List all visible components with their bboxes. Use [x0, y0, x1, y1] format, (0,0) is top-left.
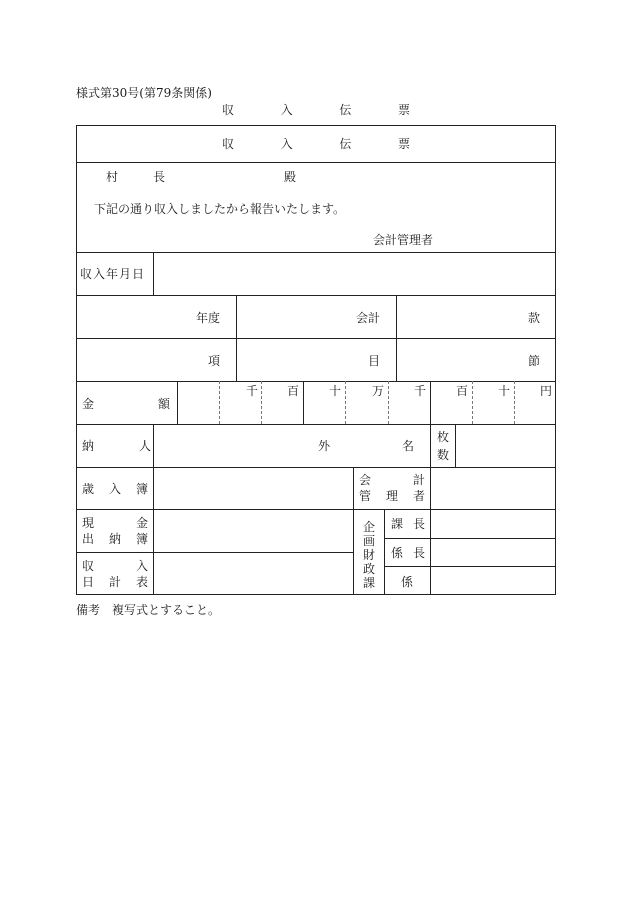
date-label: 収入年月日 — [80, 267, 146, 281]
date-field[interactable] — [154, 253, 555, 294]
title-char: 票 — [397, 103, 410, 117]
setsu-label: 節 — [528, 354, 541, 368]
year-label: 年度 — [196, 311, 221, 325]
title-above — [222, 104, 410, 116]
kan-label: 款 — [528, 311, 541, 325]
cash-book-label-line1: 現 金 — [82, 516, 148, 530]
digit-label: 千 — [414, 384, 427, 398]
digit-label: 百 — [456, 384, 469, 398]
title-char: 収 — [222, 103, 235, 117]
remarks: 備考 複写式とすること。 — [76, 603, 221, 617]
payer-gai: 外 — [318, 439, 331, 453]
amount-label-b: 額 — [158, 397, 171, 411]
digit-label: 万 — [372, 384, 385, 398]
moku-label: 目 — [368, 354, 381, 368]
report-message: 下記の通り収入しましたから報告いたします。 — [94, 202, 346, 216]
planning-finance-dept-label: 企 画 財 政 課 — [362, 520, 375, 590]
income-book-label: 歳 入 簿 — [82, 482, 148, 496]
payer-label-b: 人 — [139, 439, 152, 453]
cash-book-label-line2: 出 納 簿 — [82, 532, 148, 546]
signer-title: 会計管理者 — [373, 233, 434, 247]
title-char: 伝 — [339, 103, 352, 117]
accountant-label-line2: 管 理 者 — [359, 489, 425, 503]
staff-label: 係 — [401, 575, 414, 589]
title-char: 票 — [397, 137, 410, 151]
account-label: 会計 — [356, 311, 381, 325]
digit-label: 百 — [287, 384, 300, 398]
form-code: 様式第30号(第79条関係) — [76, 86, 212, 100]
amount-label-a: 金 — [82, 397, 95, 411]
daily-summary-label-line2: 日 計 表 — [82, 575, 148, 589]
section-chief-label: 課 長 — [391, 517, 425, 531]
count-field[interactable] — [456, 425, 555, 466]
addressee-honorific: 殿 — [284, 170, 297, 184]
digit-label: 円 — [540, 384, 553, 398]
payer-mei: 名 — [402, 439, 415, 453]
accountant-label-line1: 会 計 — [359, 473, 425, 487]
title-char: 収 — [222, 137, 235, 151]
digit-label: 十 — [329, 384, 342, 398]
unit-chief-label: 係 長 — [391, 546, 425, 560]
slip-form — [76, 125, 556, 595]
count-label-a: 枚 — [437, 430, 450, 444]
digit-label: 十 — [498, 384, 511, 398]
title-char: 伝 — [339, 137, 352, 151]
addressee-chief: 長 — [153, 170, 166, 184]
count-label-b: 数 — [437, 448, 450, 462]
payer-label-a: 納 — [82, 439, 95, 453]
addressee-village: 村 — [106, 170, 119, 184]
title-char: 入 — [280, 103, 293, 117]
kou-label: 項 — [208, 354, 221, 368]
title-char: 入 — [280, 137, 293, 151]
title-inner — [222, 138, 410, 150]
digit-label: 千 — [246, 384, 259, 398]
daily-summary-label-line1: 収 入 — [82, 559, 148, 573]
